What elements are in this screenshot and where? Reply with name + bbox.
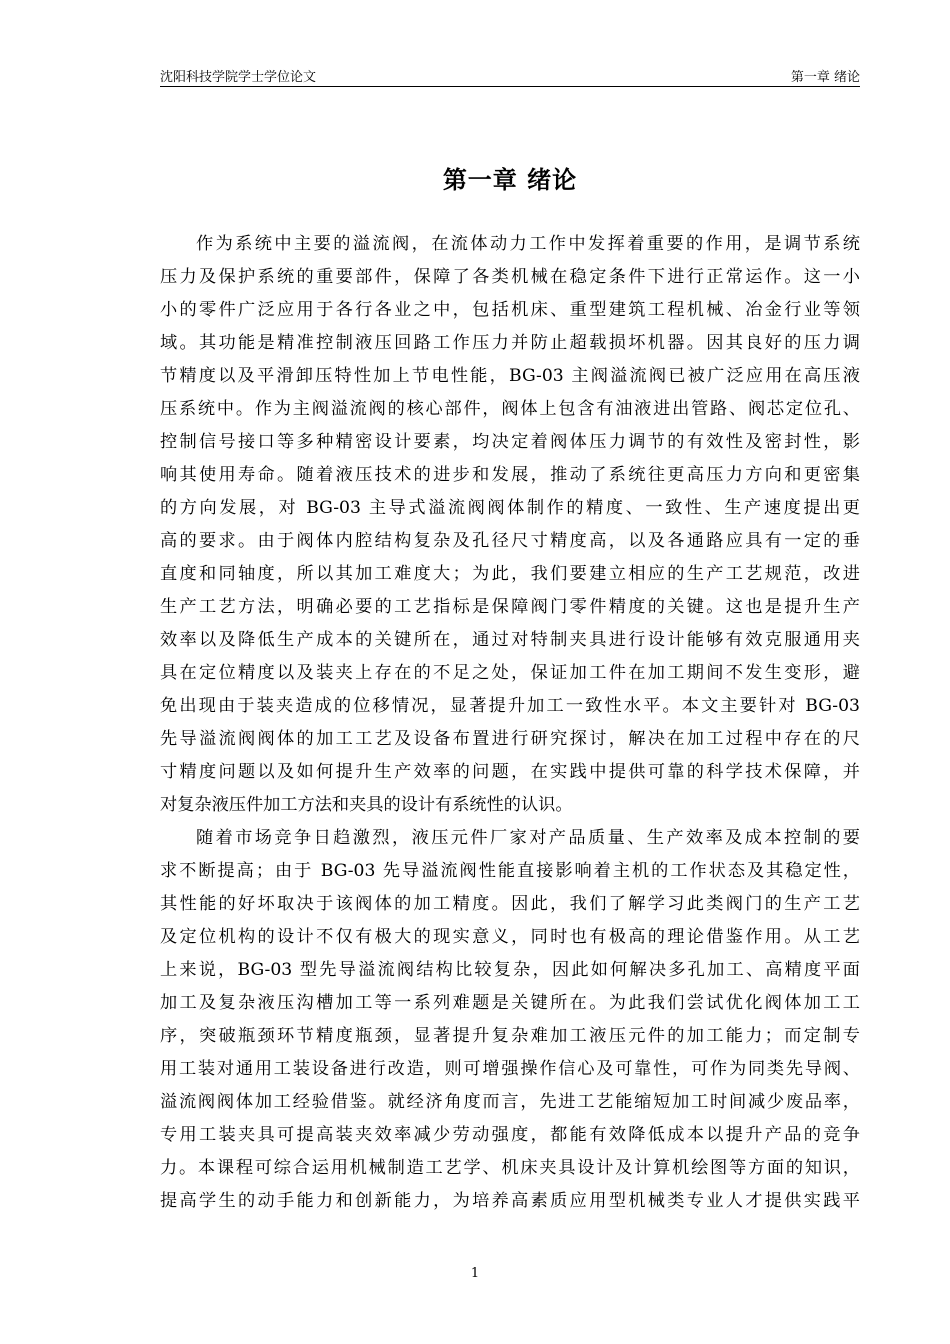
paragraph-line: 高的要求。由于阀体内腔结构复杂及孔径尺寸精度高，以及各通路应具有一定的垂 [160, 531, 860, 551]
paragraph-line: 小的零件广泛应用于各行各业之中，包括机床、重型建筑工程机械、冶金行业等领 [160, 300, 860, 320]
paragraph-line: 及定位机构的设计不仅有极大的现实意义，同时也有极高的理论借鉴作用。从工艺 [160, 927, 860, 947]
paragraph-line: 响其使用寿命。随着液压技术的进步和发展，推动了系统往更高压力方向和更密集 [160, 465, 860, 485]
page-header [160, 64, 860, 87]
paragraph-line: 先导溢流阀阀体的加工工艺及设备布置进行研究探讨，解决在加工过程中存在的尺 [160, 729, 860, 749]
body-text [160, 228, 860, 1218]
paragraph-line: 随着市场竞争日趋激烈，液压元件厂家对产品质量、生产效率及成本控制的要 [196, 828, 860, 848]
paragraph-line: 提高学生的动手能力和创新能力，为培养高素质应用型机械类专业人才提供实践平 [160, 1191, 860, 1211]
paragraph-line: 求不断提高；由于 BG-03 先导溢流阀性能直接影响着主机的工作状态及其稳定性， [160, 861, 860, 881]
paragraph-line: 力。本课程可综合运用机械制造工艺学、机床夹具设计及计算机绘图等方面的知识， [160, 1158, 860, 1178]
paragraph-line: 压力及保护系统的重要部件，保障了各类机械在稳定条件下进行正常运作。这一小 [160, 267, 860, 287]
paragraph-line: 免出现由于装夹造成的位移情况，显著提升加工一致性水平。本文主要针对 BG-03 [160, 696, 860, 716]
paragraph-line: 专用工装夹具可提高装夹效率减少劳动强度，都能有效降低成本以提升产品的竞争 [160, 1125, 860, 1145]
paragraph-line: 压系统中。作为主阀溢流阀的核心部件，阀体上包含有油液进出管路、阀芯定位孔、 [160, 399, 860, 419]
paragraph-line: 寸精度问题以及如何提升生产效率的问题，在实践中提供可靠的科学技术保障，并 [160, 762, 860, 782]
paragraph-line: 溢流阀阀体加工经验借鉴。就经济角度而言，先进工艺能缩短加工时间减少废品率， [160, 1092, 860, 1112]
header-thesis-title: 沈阳科技学院学士学位论文 [160, 70, 317, 85]
paragraph-line: 用工装对通用工装设备进行改造，则可增强操作信心及可靠性，可作为同类先导阀、 [160, 1059, 860, 1079]
paragraph-line: 加工及复杂液压沟槽加工等一系列难题是关键所在。为此我们尝试优化阀体加工工 [160, 993, 860, 1013]
paragraph-line: 域。其功能是精准控制液压回路工作压力并防止超载损坏机器。因其良好的压力调 [160, 333, 860, 353]
paragraph-line: 序，突破瓶颈环节精度瓶颈，显著提升复杂难加工液压元件的加工能力；而定制专 [160, 1026, 860, 1046]
paragraph-line: 生产工艺方法，明确必要的工艺指标是保障阀门零件精度的关键。这也是提升生产 [160, 597, 860, 617]
paragraph-line: 节精度以及平滑卸压特性加上节电性能，BG-03 主阀溢流阀已被广泛应用在高压液 [160, 366, 860, 386]
header-chapter-title: 第一章 绪论 [790, 70, 860, 85]
paragraph-line: 对复杂液压件加工方法和夹具的设计有系统性的认识。 [160, 795, 573, 815]
paragraph-line: 直度和同轴度，所以其加工难度大；为此，我们要建立相应的生产工艺规范，改进 [160, 564, 860, 584]
paragraph-line: 控制信号接口等多种精密设计要素，均决定着阀体压力调节的有效性及密封性，影 [160, 432, 860, 452]
chapter-title: 第一章 绪论 [442, 166, 578, 194]
paragraph-line: 效率以及降低生产成本的关键所在，通过对特制夹具进行设计能够有效克服通用夹 [160, 630, 860, 650]
paragraph-line: 具在定位精度以及装夹上存在的不足之处，保证加工件在加工期间不发生变形，避 [160, 663, 860, 683]
paragraph-line: 作为系统中主要的溢流阀，在流体动力工作中发挥着重要的作用，是调节系统 [196, 234, 860, 254]
page-number: 1 [470, 1266, 480, 1281]
paragraph-line: 上来说，BG-03 型先导溢流阀结构比较复杂，因此如何解决多孔加工、高精度平面 [160, 960, 860, 980]
paragraph-line: 的方向发展，对 BG-03 主导式溢流阀阀体制作的精度、一致性、生产速度提出更 [160, 498, 860, 518]
paragraph-line: 其性能的好坏取决于该阀体的加工精度。因此，我们了解学习此类阀门的生产工艺 [160, 894, 860, 914]
